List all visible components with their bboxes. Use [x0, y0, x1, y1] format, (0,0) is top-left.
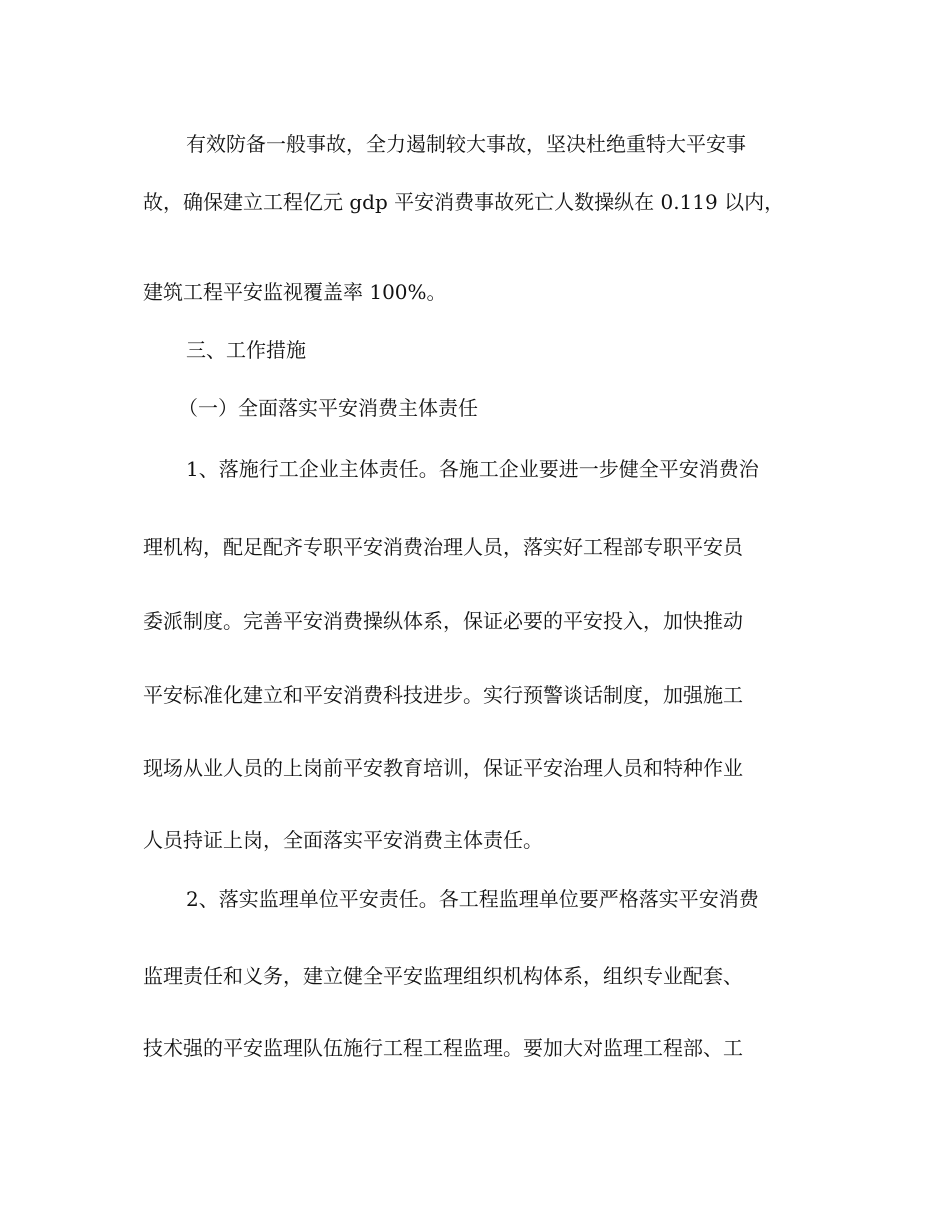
paragraph-line: 故，确保建立工程亿元 gdp 平安消费事故死亡人数操纵在 0.119 以内， [143, 190, 785, 214]
paragraph-line: 委派制度。完善平安消费操纵体系，保证必要的平安投入，加快推动 [143, 609, 743, 633]
paragraph-line: 现场从业人员的上岗前平安教育培训，保证平安治理人员和特种作业 [143, 756, 743, 780]
section-heading: 三、工作措施 [186, 338, 306, 362]
paragraph-line: 理机构，配足配齐专职平安消费治理人员，落实好工程部专职平安员 [143, 535, 743, 559]
paragraph-line: 建筑工程平安监视覆盖率 100%。 [143, 280, 447, 304]
paragraph-line: 技术强的平安监理队伍施行工程工程监理。要加大对监理工程部、工 [143, 1036, 743, 1060]
paragraph-line: 平安标准化建立和平安消费科技进步。实行预警谈话制度，加强施工 [143, 683, 743, 707]
paragraph-line: 监理责任和义务，建立健全平安监理组织机构体系，组织专业配套、 [143, 964, 743, 988]
paragraph-line: 1、落施行工企业主体责任。各施工企业要进一步健全平安消费治 [186, 457, 759, 481]
subsection-heading: （一）全面落实平安消费主体责任 [178, 396, 478, 420]
paragraph-line: 人员持证上岗，全面落实平安消费主体责任。 [143, 828, 543, 852]
paragraph-line: 2、落实监理单位平安责任。各工程监理单位要严格落实平安消费 [186, 887, 759, 911]
paragraph-line: 有效防备一般事故，全力遏制较大事故，坚决杜绝重特大平安事 [186, 132, 746, 156]
